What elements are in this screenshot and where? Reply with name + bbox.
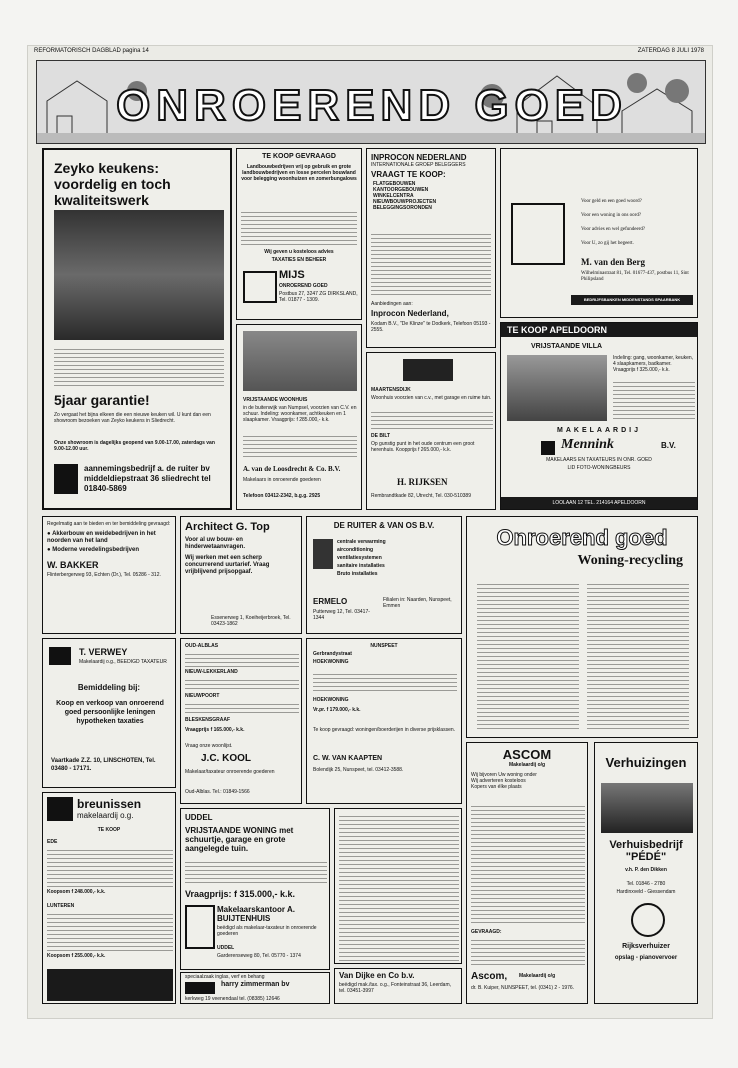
pede-place: Hardinxveld - Giessendam xyxy=(616,889,676,895)
zeyko-company: aannemingsbedrijf a. de ruiter bv middeldiepstraat 36 sliedrecht tel 01840-5869 xyxy=(84,464,211,493)
breunissen-heading: LUNTEREN xyxy=(47,903,75,909)
page-header-right: ZATERDAG 8 JULI 1978 xyxy=(637,48,704,54)
mennink-address: LOOLAAN 12 TEL. 214164 APELDOORN xyxy=(501,497,697,509)
rijksen-text-lines xyxy=(371,409,493,429)
top-services: Voor al uw bouw- en hinderwetaanvragen. xyxy=(185,537,246,550)
mijs-text-lines xyxy=(241,209,357,245)
rijksverhuizer-logo-icon xyxy=(631,903,665,937)
ruiter-service: centrale verwarming xyxy=(337,539,386,545)
listing-column xyxy=(334,808,462,964)
ad-mijs xyxy=(236,148,362,320)
kool-name: J.C. KOOL xyxy=(201,753,252,764)
kaapten-extra: Te koop gevraagd: woningen/boerderijen in diverse prijsklassen. xyxy=(313,727,456,733)
ad-zimmerman xyxy=(180,972,330,1004)
kool-heading: NIEUWPOORT xyxy=(185,693,220,699)
uddel-company: Makelaarskantoor A. BUIJTENHUIS xyxy=(217,905,295,923)
rijksen-body-2: Op gunstig punt in het oude centrum een groot herenhuis. Koopprijs f 265.000,- k.k. xyxy=(371,441,475,453)
ad-loosdrecht xyxy=(236,324,362,510)
ad-kool xyxy=(180,638,302,804)
verwey-logo-icon xyxy=(49,647,71,665)
uddel-place: UDDEL xyxy=(217,945,235,951)
ad-verwey xyxy=(42,638,176,788)
pede-slogan-1: Rijksverhuizer xyxy=(622,943,670,950)
verwey-address: Vaartkade Z.Z. 10, LINSCHOTEN, Tel. 03480 - 17171. xyxy=(51,758,156,772)
breunissen-subtitle: makelaardij o.g. xyxy=(77,811,134,820)
ascom-list-item: Wij bijvoren Uw woning onder xyxy=(471,772,537,778)
ad-zeyko xyxy=(42,148,232,510)
zeyko-title: Zeyko keukens: voordelig en toch kwaliteitswerk xyxy=(54,160,171,208)
rijksen-body: Woonhuis voorzien van c.v., met garage en ruime tuin. xyxy=(371,395,492,401)
breunissen-price: Koopsom f 255.000,- k.k. xyxy=(47,953,106,959)
kaapten-heading: HOEKWONING xyxy=(313,659,349,665)
ad-bakker xyxy=(42,516,176,634)
vandenberg-bank-bar: BEDRIJFSBANKEN MIDDENSTANDS SPAARBANK xyxy=(571,295,693,305)
breunissen-logo-icon xyxy=(47,797,73,821)
zeyko-body: Zo vergaat het bijna elkeen die een nieuwe keuken wil. U kunt dan een showroom bezoeken van Zeyko keukens in Sliedrecht. xyxy=(54,412,211,424)
uddel-heading: VRIJSTAANDE WONING met schuurtje, garage en grote aangelegde tuin. xyxy=(185,826,294,853)
ruiter-logo-icon xyxy=(313,539,333,569)
ascom-list-item: Kopers van élke plaats xyxy=(471,784,522,790)
dijke-address: beëdigd mak./tax. o.g., Fonteinstraat 36, Leerdam, tel. 03451-3997 xyxy=(339,982,452,994)
breunissen-heading: EDE xyxy=(47,839,58,845)
mijs-services: TAXATIES EN BEHEER xyxy=(271,257,327,263)
ascom-text-lines xyxy=(471,803,585,923)
ruiter-logo-icon xyxy=(54,464,78,494)
ascom-address: dr. B. Kuiper, NUNSPEET, tel. (0341) 2 - 1976. xyxy=(471,985,575,991)
inprocon-text-lines xyxy=(371,231,491,295)
ad-mennink xyxy=(500,322,698,510)
kool-heading: BLESKENSGRAAF xyxy=(185,717,231,723)
rijksen-title: MAARTENSDIJK xyxy=(371,387,411,393)
article-woning-recycling xyxy=(466,516,698,738)
kaapten-address: Bolendijk 25, Nunspeet, tel. 03412-3588. xyxy=(313,767,404,773)
ruiter-service: ventilatiesystemen xyxy=(337,555,382,561)
ruiter-service: airconditioning xyxy=(337,547,374,553)
kaapten-price: Vr.pr. f 179.000,- k.k. xyxy=(313,707,361,713)
vandenberg-name: M. van den Berg xyxy=(581,257,645,267)
rijksen-address: Rembrandtkade 82, Utrecht, Tel. 030-510389 xyxy=(371,493,471,499)
ad-vandenberg xyxy=(500,148,698,318)
vandenberg-question: Voor geld en een goed woord? xyxy=(581,199,642,204)
buijtenhuis-logo-icon xyxy=(185,905,215,949)
ascom-subtitle: Makelaardij o/g xyxy=(508,762,546,768)
moving-truck-photo xyxy=(601,783,693,833)
ascom-list-item: Wij adverteren kosteloos xyxy=(471,778,526,784)
villa-photo xyxy=(507,355,607,421)
zimmerman-address: kerkweg 19 veenendaal tel. (08385) 12646 xyxy=(185,996,280,1002)
ad-inprocon xyxy=(366,148,496,348)
mijs-logo-icon xyxy=(243,271,277,303)
ascom-wanted: GEVRAAGD: xyxy=(471,929,502,935)
breunissen-footer-bar xyxy=(47,969,173,1001)
mijs-heading: TE KOOP GEVRAAGD xyxy=(262,153,336,160)
verwey-subtitle: Makelaardij o.g., BEEDIGD TAXATEUR xyxy=(79,659,167,665)
kaapten-text-lines xyxy=(313,671,457,693)
mennink-bv: B.V. xyxy=(661,441,676,450)
verwey-name: T. VERWEY xyxy=(79,647,128,657)
inprocon-item: WINKELCENTRA xyxy=(373,193,414,199)
kool-list: Vraag onze woonlijst. xyxy=(185,743,233,749)
pede-name: Verhuisbedrijf "PÉDÉ" xyxy=(609,839,683,863)
kool-price: Vraagprijs f 165.000,- k.k. xyxy=(185,727,245,733)
ruiter-address: Putterweg 12, Tel. 03417-1344 xyxy=(313,609,370,621)
ad-ruiter-van-os xyxy=(306,516,462,634)
loosdrecht-title: VRIJSTAANDE WOONHUIS xyxy=(243,397,308,403)
mennink-subtitle: MAKELAARS EN TAXATEURS IN ONR. GOED xyxy=(546,457,652,463)
uddel-address: Garderenseweg 80, Tel. 05770 - 1374 xyxy=(217,953,301,959)
inprocon-address: Kodam B.V., "De Klinze" te Dodkerk, Telefoon 05193 - 2555. xyxy=(371,321,491,333)
top-title: Architect G. Top xyxy=(185,521,270,533)
kool-address: Oud-Alblas. Tel.: 01849-1566 xyxy=(185,789,250,795)
pede-slogan-2: opslag - pianovervoer xyxy=(614,955,678,961)
ascom-text-lines xyxy=(471,937,585,967)
ad-architect-top xyxy=(180,516,302,634)
bakker-item: ● Moderne veredelingsbedrijven xyxy=(47,547,171,554)
zimmerman-tag: speciaalzaak inglas, verf en behang xyxy=(185,974,265,980)
article-subtitle: Woning-recycling xyxy=(577,553,683,568)
listing-text-lines xyxy=(339,813,459,961)
vandenberg-question: Voor advies en wel gefundeerd? xyxy=(581,227,646,232)
ruiter-branches: Filialen in: Naarden, Nunspeet, Emmen xyxy=(383,597,452,609)
zimmerman-logo-icon xyxy=(185,982,215,994)
pede-owner: v.h. P. den Dikken xyxy=(625,867,667,873)
mennink-lido: LID FOTO-WONINGBEURS xyxy=(567,465,631,471)
kool-heading: OUD-ALBLAS xyxy=(185,643,219,649)
uddel-title: UDDEL xyxy=(185,813,213,822)
vandenberg-question: Voor een woning in ons oord? xyxy=(581,213,642,218)
loosdrecht-body: in de buitenwijk van Numpsel, voorzien van C.V. en schuur. Indeling: woonkamer, achtkeuken en 1 slaapkamer. Vraagprijs: f 285.000,- k.k. xyxy=(243,405,357,423)
mijs-name: ONROEREND GOED xyxy=(279,283,328,289)
inprocon-aanbieding: Aanbiedingen aan: xyxy=(371,301,413,307)
ad-rijksen xyxy=(366,352,496,510)
loosdrecht-text-lines xyxy=(243,433,357,457)
breunissen-te-koop: TE KOOP xyxy=(97,827,121,833)
mennink-brand: Mennink xyxy=(561,437,614,452)
mijs-logo: MIJS xyxy=(279,269,305,281)
ad-pede xyxy=(594,742,698,1004)
article-column-1 xyxy=(477,581,579,731)
newspaper-page xyxy=(28,46,712,1018)
inprocon-item: FLATGEBOUWEN xyxy=(373,181,416,187)
zeyko-hours: Onze showroom is dagelijks geopend van 9.00-17.00, zaterdags van 9.00-12.00 uur. xyxy=(54,440,215,452)
bakker-address: Flinterbergerweg 93, Echten (Dr.), Tel. 05286 - 312. xyxy=(47,572,161,578)
zimmerman-name: harry zimmerman bv xyxy=(221,981,290,988)
ad-ascom xyxy=(466,742,588,1004)
zeyko-text-lines xyxy=(54,346,224,386)
apeldoorn-text-lines xyxy=(613,379,695,419)
ruiter-service: Bruto installaties xyxy=(337,571,378,577)
kool-text-lines xyxy=(185,651,299,667)
article-column-2 xyxy=(587,581,689,731)
kool-heading: NIEUW-LEKKERLAND xyxy=(185,669,238,675)
verwey-intro: Bemiddeling bij: xyxy=(77,683,141,692)
kitchen-photo xyxy=(54,210,224,340)
breunissen-text-lines xyxy=(47,847,173,887)
ad-buijtenhuis xyxy=(180,808,330,970)
bakker-intro: Regelmatig aan te bieden en ter bemiddeling gevraagd: xyxy=(47,521,171,527)
inprocon-title: INPROCON NEDERLAND xyxy=(371,153,467,162)
inprocon-ask: VRAAGT TE KOOP: xyxy=(371,170,446,179)
bakker-item: ● Akkerbouw en weidebedrijven in het noorden van het land xyxy=(47,531,171,545)
masthead-title: ONROEREND GOED xyxy=(116,81,628,130)
vandenberg-address: Wilhelminastraat 81, Tel. 01677-437, postbus 11, Sint Philipsland xyxy=(581,271,689,282)
ad-breunissen xyxy=(42,792,176,1004)
vandenberg-question: Voor U, zo gij het begeert. xyxy=(581,241,634,246)
vandenberg-logo-icon xyxy=(511,203,565,265)
rijksen-name: H. RIJKSEN xyxy=(397,477,448,487)
masthead xyxy=(36,60,706,144)
mijs-advice: Wij geven u kosteloos advies xyxy=(264,249,334,255)
ascom-title: ASCOM xyxy=(502,747,552,762)
top-pricing: Wij werken met een scherp concurrerend uurtarief. Vraag vrijblijvend prijsopgaaf. xyxy=(185,555,270,575)
kaapten-place: NUNSPEET xyxy=(370,643,398,649)
inprocon-subtitle: INTERNATIONALE GROEP BELEGGERS xyxy=(371,162,466,168)
ad-van-kaapten xyxy=(306,638,462,804)
ascom-name: Ascom, xyxy=(471,971,508,982)
ruiter-place: ERMELO xyxy=(313,597,348,606)
pede-phone: Tel. 01846 - 2780 xyxy=(626,881,666,887)
mennink-label: MAKELAARDIJ xyxy=(557,427,641,434)
bakker-name: W. BAKKER xyxy=(47,560,99,570)
breunissen-price: Koopsom f 248.000,- k.k. xyxy=(47,889,106,895)
kool-text-lines xyxy=(185,701,299,715)
loosdrecht-phone: Telefoon 03412-2342, b.g.g. 2925 xyxy=(243,493,321,499)
kool-subtitle: Makelaar/taxateur onroerende goederen xyxy=(185,769,275,775)
ad-van-dijke xyxy=(334,968,462,1004)
breunissen-text-lines xyxy=(47,911,173,951)
top-address: Essenerweg 1, Koeiheijerbroek, Tel. 03423-1862 xyxy=(211,615,291,627)
kaapten-heading-2: HOEKWONING xyxy=(313,697,349,703)
loosdrecht-subtitle: Makelaars in onroerende goederen xyxy=(243,477,321,483)
mijs-body: Landbouwbedrijven vrij op gebruik en grote landbouwbedrijven en losse percelen bouwland voor belegging woonhuizen en zomerbungalows xyxy=(241,164,357,182)
loosdrecht-name: A. van de Loosdrecht & Co. B.V. xyxy=(243,465,341,473)
uddel-price: Vraagprijs: f 315.000,- k.k. xyxy=(185,889,296,899)
pede-title: Verhuizingen xyxy=(605,755,687,770)
article-title: Onroerend goed xyxy=(496,525,668,550)
inprocon-name: Inprocon Nederland, xyxy=(371,309,449,318)
rijksen-logo-icon xyxy=(403,359,453,381)
apeldoorn-body: Indeling: gang, woonkamer, keuken, 4 slaapkamers, badkamer. Vraagprijs f 325.000,- k.k. xyxy=(613,355,694,373)
mijs-address: Postbus 27, 3247 ZG DIRKSLAND, Tel. 01877 - 1309. xyxy=(279,291,358,303)
inprocon-item: BELEGGINGSORONDEN xyxy=(373,205,432,211)
ruiter-title: DE RUITER & VAN OS B.V. xyxy=(333,521,435,530)
apeldoorn-banner: TE KOOP APELDOORN xyxy=(501,323,697,337)
rijksen-title-2: DE BILT xyxy=(371,433,391,439)
verwey-services: Koop en verkoop van onroerend goed persoonlijke leningen hypotheken taxaties xyxy=(56,700,164,725)
uddel-text-lines xyxy=(185,859,327,885)
inprocon-item: NIEUWBOUWPROJECTEN xyxy=(373,199,437,205)
inprocon-item: KANTOORGEBOUWEN xyxy=(373,187,429,193)
house-photo xyxy=(243,331,357,391)
ascom-name-2: Makelaardij o/g xyxy=(519,973,556,979)
apeldoorn-title: VRIJSTAANDE VILLA xyxy=(531,343,603,350)
breunissen-name: breunissen xyxy=(77,797,142,811)
dijke-name: Van Dijke en Co b.v. xyxy=(339,971,415,980)
mennink-logo-icon xyxy=(541,441,555,455)
kool-text-lines xyxy=(185,677,299,691)
zeyko-guarantee: 5jaar garantie! xyxy=(54,392,150,408)
ruiter-service: sanitaire installaties xyxy=(337,563,385,569)
kaapten-street: Gerbrandystraat xyxy=(313,651,352,657)
kaapten-name: C. W. VAN KAAPTEN xyxy=(313,755,383,762)
uddel-subtitle: beëdigd als makelaar-taxateur in onroerende goederen xyxy=(217,925,317,937)
page-header-left: REFORMATORISCH DAGBLAD pagina 14 xyxy=(34,48,149,54)
